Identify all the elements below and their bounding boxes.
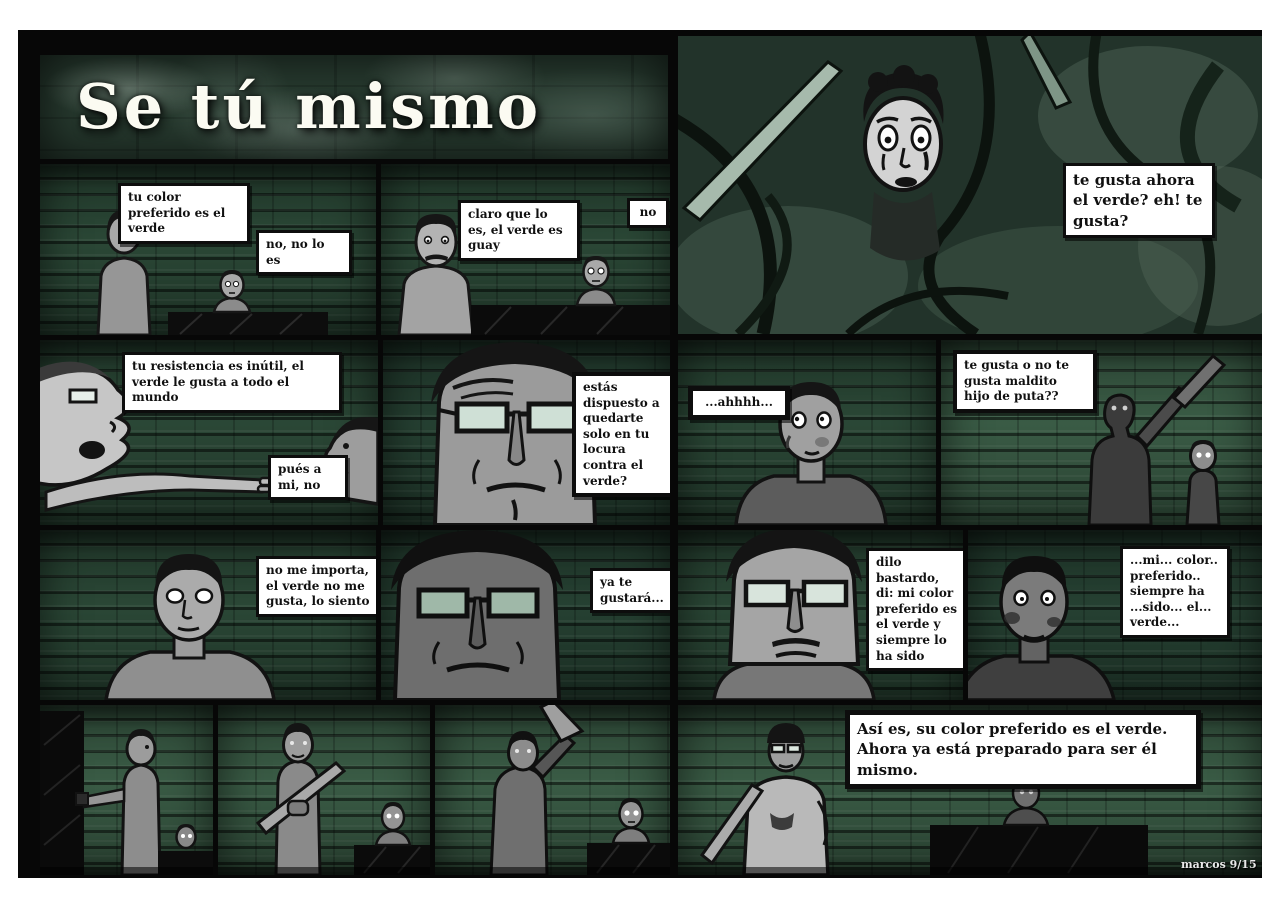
aftermath-3-artwork: [435, 705, 670, 875]
panel-hanging-boy: [678, 36, 1262, 334]
panel-beating-threat: [941, 340, 1262, 525]
panel-boy-refuses: [40, 530, 376, 700]
figure-glasses-man-bust: [714, 530, 874, 700]
panel-boy-sighs: [678, 340, 936, 525]
aftermath-1-artwork: [40, 705, 213, 875]
speech-box: tu resistencia es inútil, el verde le gusta a todo el mundo: [122, 352, 342, 413]
figure-man-holding-stick: [258, 723, 344, 875]
comic-title: Se tú mismo: [76, 70, 542, 143]
figure-man-walking: [76, 729, 160, 875]
panel-title: [40, 55, 668, 159]
speech-box: dilo bastardo, di: mi color preferido es el verde y siempre lo ha sido: [866, 548, 963, 671]
speech-box: ...mi... color.. preferido.. siempre ha ...sido... el... verde...: [1120, 546, 1230, 638]
panel-interrogation-2: [381, 164, 670, 335]
panel-broken-boy: [968, 530, 1262, 700]
panel-aftermath-3: [435, 705, 670, 875]
speech-box: no: [627, 198, 669, 228]
artist-signature: marcos 9/15: [1181, 858, 1257, 871]
panel-demand: [678, 530, 963, 700]
panel-aftermath-2: [218, 705, 430, 875]
panel-glasses-face-2: [381, 530, 670, 700]
panel-interrogation-1: [40, 164, 376, 335]
figure-boy-at-desk: [214, 270, 250, 312]
bat: [541, 705, 582, 741]
figure-blank-eyed-boy: [106, 554, 274, 700]
speech-box: no me importa, el verde no me gusta, lo siento: [256, 556, 376, 617]
figure-boy-at-desk: [376, 802, 410, 845]
aftermath-2-artwork: [218, 705, 430, 875]
dark-glasses-face-artwork: [381, 530, 670, 700]
speech-box: ...ahhhh...: [688, 386, 790, 420]
speech-box: estás dispuesto a quedarte solo en tu locura contra el verde?: [572, 372, 670, 497]
figure-glasses-man-face-dark: [391, 530, 563, 700]
speech-box: tu color preferido es el verde: [118, 183, 250, 244]
speech-box: te gusta ahora el verde? eh! te gusta?: [1063, 163, 1215, 238]
boy-sigh-artwork: [678, 340, 936, 525]
figure-boy-at-desk: [613, 798, 649, 843]
figure-man-swinging-bat: [491, 705, 582, 875]
figure-boy-at-desk: [577, 256, 615, 305]
figure-beaten-boy-bust: [968, 556, 1114, 700]
speech-box: no, no lo es: [256, 230, 352, 275]
speech-box: pués a mi, no: [268, 455, 348, 500]
caption-box: Así es, su color preferido es el verde. Ahora ya está preparado para ser él mismo.: [845, 710, 1201, 789]
panel-old-man-pointing: [40, 340, 378, 525]
comic-sheet: [18, 30, 1262, 878]
speech-box: te gusta o no te gusta maldito hijo de puta??: [953, 350, 1097, 413]
figure-small-boy-at-desk: [177, 824, 196, 848]
cap: [767, 723, 805, 743]
figure-old-man-profile: [40, 362, 129, 485]
desk: [471, 305, 670, 335]
panel-conclusion: [678, 705, 1262, 875]
speech-box: claro que lo es, el verde es guay: [458, 200, 580, 261]
speech-box: ya te gustará...: [590, 568, 670, 613]
panel-glasses-face-1: [383, 340, 670, 525]
panel-aftermath-1: [40, 705, 213, 875]
figure-small-victim: [1187, 440, 1219, 525]
figure-guard-with-bat: [702, 723, 828, 875]
